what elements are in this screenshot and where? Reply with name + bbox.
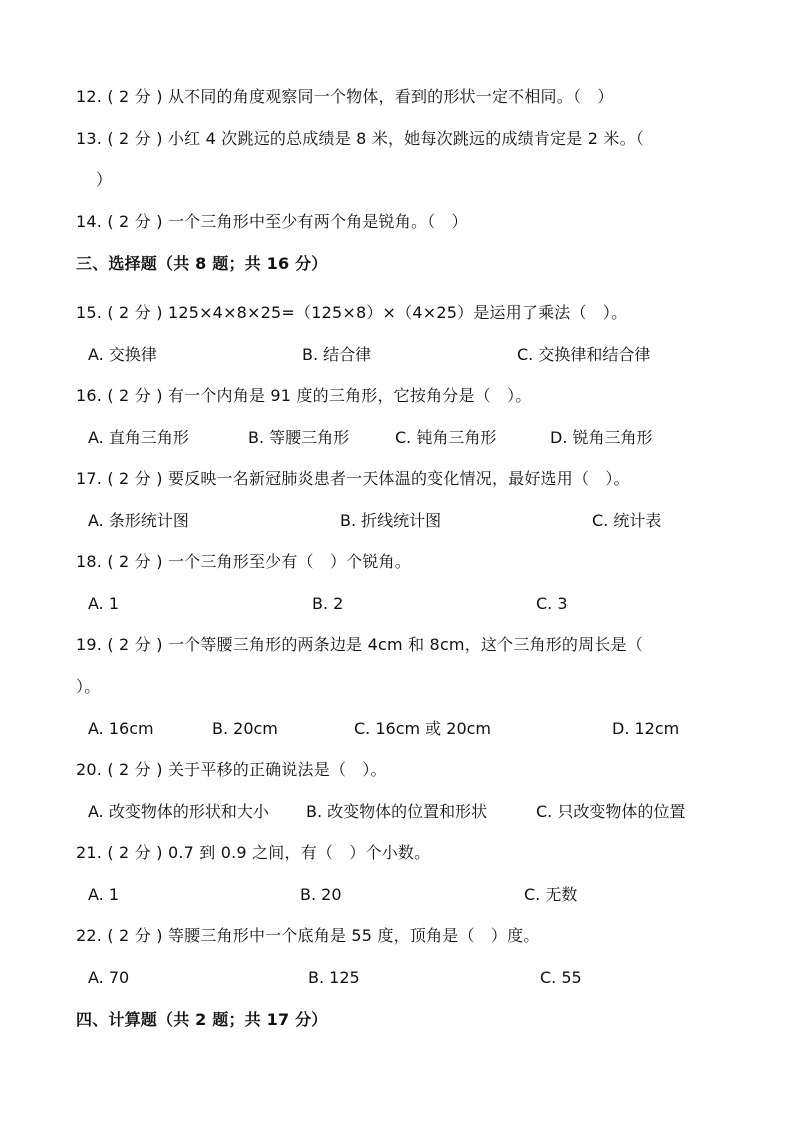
option-c: C. 无数 [524,885,578,904]
option-c: C. 16cm 或 20cm [354,719,492,738]
section-4-heading: 四、计算题（共 2 题；共 17 分） [76,1010,328,1029]
option-a: A. 改变物体的形状和大小 [88,802,269,821]
question-16: 16. ( 2 分 ) 有一个内角是 91 度的三角形，它按角分是（ ）。 [76,386,532,405]
option-a: A. 16cm [88,719,154,738]
option-c: C. 交换律和结合律 [517,345,651,364]
option-a: A. 直角三角形 [88,428,189,447]
option-b: B. 折线统计图 [340,511,442,530]
option-c: C. 统计表 [592,511,662,530]
question-17-options [88,511,728,531]
question-14: 14. ( 2 分 ) 一个三角形中至少有两个角是锐角。（ ） [76,212,468,231]
option-a: A. 交换律 [88,345,157,364]
option-a: A. 70 [88,968,130,987]
question-18: 18. ( 2 分 ) 一个三角形至少有（ ）个锐角。 [76,552,411,571]
question-20-options [88,802,728,822]
option-c: C. 钝角三角形 [395,428,497,447]
question-20: 20. ( 2 分 ) 关于平移的正确说法是（ ）。 [76,760,387,779]
question-22: 22. ( 2 分 ) 等腰三角形中一个底角是 55 度，顶角是（ ）度。 [76,926,540,945]
option-c: C. 只改变物体的位置 [536,802,686,821]
option-d: D. 锐角三角形 [550,428,653,447]
option-b: B. 20cm [212,719,278,738]
option-c: C. 55 [540,968,582,987]
question-13: 13. ( 2 分 ) 小红 4 次跳远的总成绩是 8 米，她每次跳远的成绩肯定是 2 米。（ [76,129,644,148]
option-a: A. 1 [88,885,120,904]
question-21: 21. ( 2 分 ) 0.7 到 0.9 之间，有（ ）个小数。 [76,843,431,862]
option-a: A. 1 [88,594,120,613]
question-15: 15. ( 2 分 ) 125×4×8×25=（125×8）×（4×25）是运用了乘法（ ）。 [76,303,628,322]
option-b: B. 2 [312,594,344,613]
section-3-heading: 三、选择题（共 8 题；共 16 分） [76,254,328,273]
question-19: 19. ( 2 分 ) 一个等腰三角形的两条边是 4cm 和 8cm，这个三角形的周长是（ [76,635,643,654]
option-c: C. 3 [536,594,568,613]
question-19-continuation: ）。 [76,677,101,696]
option-b: B. 等腰三角形 [248,428,350,447]
question-16-options [88,428,728,448]
option-b: B. 结合律 [302,345,372,364]
question-22-options [88,968,728,988]
question-17: 17. ( 2 分 ) 要反映一名新冠肺炎患者一天体温的变化情况，最好选用（ ）。 [76,469,630,488]
option-b: B. 125 [308,968,360,987]
question-18-options [88,594,728,614]
question-12: 12. ( 2 分 ) 从不同的角度观察同一个物体，看到的形状一定不相同。（ ） [76,87,614,106]
question-21-options [88,885,728,905]
question-19-options [88,719,728,739]
option-b: B. 20 [300,885,342,904]
question-15-options [88,345,728,365]
option-a: A. 条形统计图 [88,511,189,530]
option-b: B. 改变物体的位置和形状 [306,802,488,821]
option-d: D. 12cm [612,719,680,738]
question-13-continuation: ） [96,170,113,189]
